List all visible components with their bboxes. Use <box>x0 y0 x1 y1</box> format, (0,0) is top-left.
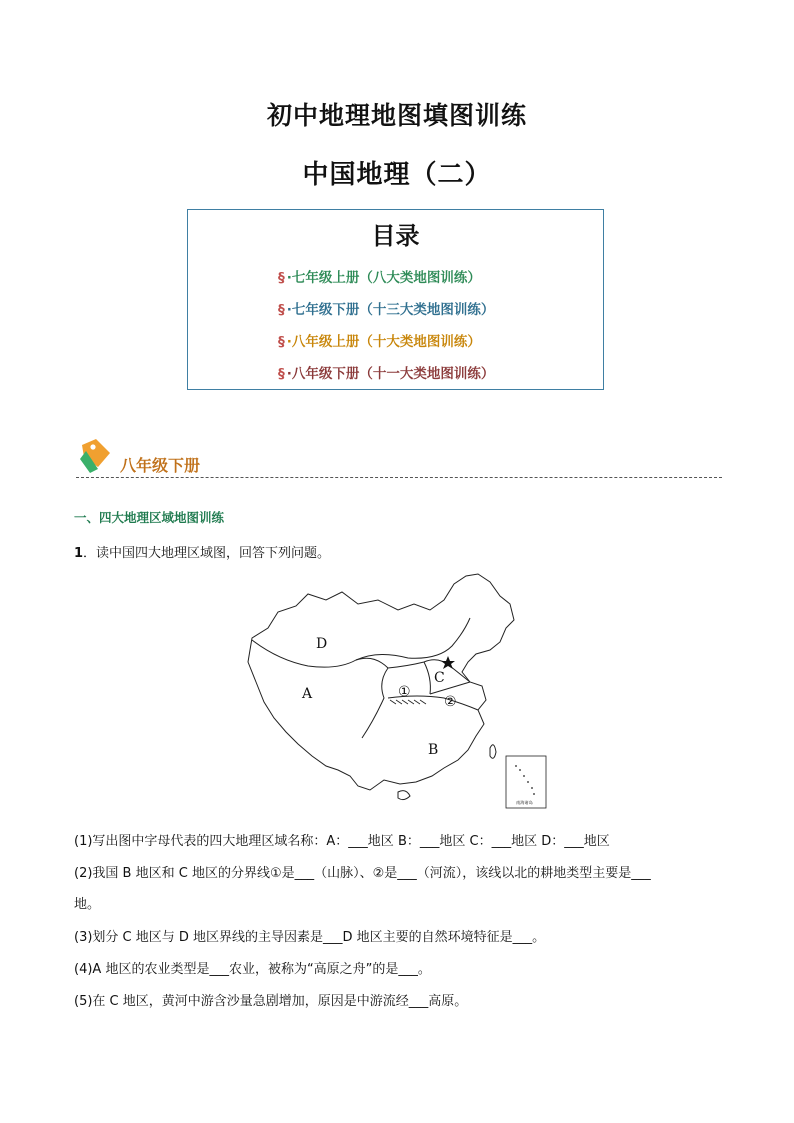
sub-question-2-cont: 地。 <box>74 897 101 912</box>
china-regions-map <box>238 570 558 810</box>
sub-question-5: (5)在 C 地区，黄河中游含沙量急剧增加，原因是中游流经___高原。 <box>74 994 468 1009</box>
toc-item-label: ·七年级上册（八大类地图训练） <box>286 270 481 286</box>
section-label: 八年级下册 <box>120 456 201 475</box>
sub-question-3: (3)划分 C 地区与 D 地区界线的主导因素是___D 地区主要的自然环境特征是___。 <box>74 930 546 945</box>
map-label-one: ① <box>398 684 411 700</box>
divider <box>76 477 722 478</box>
toc-item-grade8-vol1[interactable] <box>278 330 481 350</box>
section-banner <box>76 437 722 481</box>
question-number: 1 <box>74 546 84 561</box>
inset-label: 南海诸岛 <box>516 800 533 805</box>
toc-item-grade7-vol1[interactable] <box>278 266 481 286</box>
toc-item-grade8-vol2[interactable] <box>278 362 494 382</box>
boundary-a-b <box>362 668 388 738</box>
main-title: 初中地理地图填图训练 <box>266 101 527 130</box>
tag-icon <box>76 437 114 475</box>
section-symbol: § <box>278 366 285 382</box>
map-label-b: B <box>428 742 439 758</box>
sub-question-1: (1)写出图中字母代表的四大地理区域名称：A：___地区 B：___地区 C：___地区 D：___地区 <box>74 834 610 849</box>
qinling-hatch <box>390 700 426 704</box>
china-outline <box>248 574 514 790</box>
toc-heading: 目录 <box>371 222 420 250</box>
toc-item-label: ·八年级下册（十一大类地图训练） <box>286 366 495 382</box>
sub-question-2: (2)我国 B 地区和 C 地区的分界线①是___（山脉）、②是___（河流），该线以北的耕地类型主要是___ <box>74 866 651 881</box>
toc-item-label: ·七年级下册（十三大类地图训练） <box>286 302 495 318</box>
capital-star-icon <box>441 656 455 669</box>
question-prompt <box>74 542 330 561</box>
subsection-title: 一、四大地理区域地图训练 <box>74 510 225 525</box>
map-label-c: C <box>434 670 445 686</box>
taiwan-island <box>490 745 496 758</box>
table-of-contents <box>187 209 604 390</box>
map-label-d: D <box>316 636 328 652</box>
map-label-two: ② <box>444 694 457 710</box>
toc-item-grade7-vol2[interactable] <box>278 298 494 318</box>
sub-question-4: (4)A 地区的农业类型是___农业，被称为“高原之舟”的是___。 <box>74 962 431 977</box>
boundary-c-inner <box>424 662 430 694</box>
section-symbol: § <box>278 334 285 350</box>
sub-title: 中国地理（二） <box>302 160 492 190</box>
question-text: ．读中国四大地理区域图，回答下列问题。 <box>83 546 331 561</box>
toc-item-label: ·八年级上册（十大类地图训练） <box>286 334 481 350</box>
boundary-c <box>388 660 470 682</box>
hainan-island <box>398 791 410 800</box>
boundary-d-north <box>356 618 470 660</box>
map-label-a: A <box>302 686 313 702</box>
section-symbol: § <box>278 302 285 318</box>
section-symbol: § <box>278 270 285 286</box>
